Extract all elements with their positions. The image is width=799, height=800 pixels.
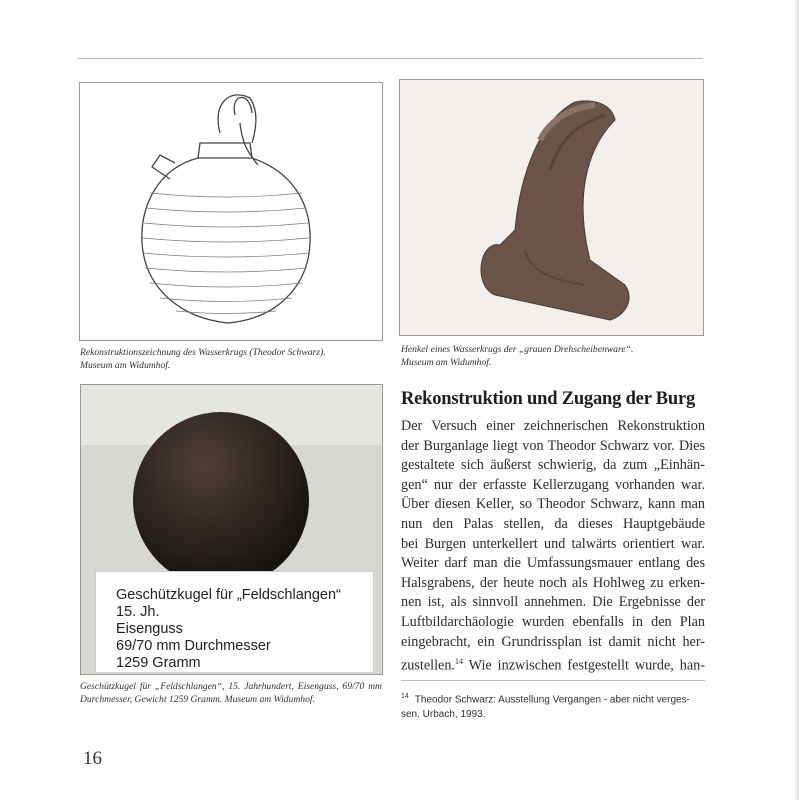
handle-caption-line1: Henkel eines Wasserkrugs der „grauen Drehscheibenware“. xyxy=(401,344,634,355)
jug-handle-photo xyxy=(400,80,703,335)
page-number: 16 xyxy=(83,748,102,769)
body-line: Der Versuch einer zeichnerischen Rekonstruktion xyxy=(401,418,705,434)
section-body xyxy=(401,417,705,672)
body-line: nen ist, als sinnvoll annehmen. Die Ergebnisse der xyxy=(401,594,705,611)
footnote-text: Theodor Schwarz: Ausstellung Vergangen - aber nicht verges- xyxy=(414,694,690,706)
label-line: 15. Jh. xyxy=(116,604,160,620)
handle-caption xyxy=(401,343,701,369)
jug-caption xyxy=(80,346,380,372)
label-line: 69/70 mm Durchmesser xyxy=(116,638,271,654)
body-line: gen“ nur der erfasste Kellerzugang vorhanden war. xyxy=(401,476,705,493)
label-line: Eisenguss xyxy=(116,621,183,637)
body-line: bei Burgen unterkellert und talwärts orientiert war. xyxy=(401,535,705,552)
jug-drawing-figure xyxy=(79,82,383,341)
body-line: nun den Palas stellen, da dieses Hauptgebäude xyxy=(401,515,705,532)
body-line-last xyxy=(401,652,705,672)
body-line: gestaltete sich äußerst schwierig, da zum „Einhän- xyxy=(401,457,705,474)
footnote-rule xyxy=(401,680,705,681)
footnote-text-continued: sen. Urbach, 1993. xyxy=(401,708,486,720)
footnote-reference[interactable]: 14 xyxy=(454,657,463,667)
footnote-number: 14 xyxy=(401,693,409,700)
body-line-start: zustellen. xyxy=(401,657,455,674)
body-line: der Burganlage liegt von Theodor Schwarz vor. Dies xyxy=(401,437,705,454)
body-line: Halsgrabens, der heute noch als Hohlweg zu erken- xyxy=(401,574,705,591)
handle-caption-line2: Museum am Widumhof. xyxy=(401,357,492,368)
jug-drawing xyxy=(80,83,382,340)
footnote xyxy=(401,690,705,722)
label-line: Geschützkugel für „Feldschlangen“ xyxy=(116,587,341,603)
jug-caption-line1: Rekonstruktionszeichnung des Wasserkrugs (Theodor Schwarz). xyxy=(80,347,326,358)
section-heading: Rekonstruktion und Zugang der Burg xyxy=(401,389,696,409)
cannonball-caption: Geschützkugel für „Feldschlangen“, 15. Jahrhundert, Eisenguss, 69/70 mm Durchmesser, Gewicht 1259 Gramm. Museum am Widumhof. xyxy=(80,681,382,705)
body-line: eingebracht, ein Grundrissplan ist damit nicht her- xyxy=(401,633,705,650)
label-line: 1259 Gramm xyxy=(116,655,201,671)
body-line: Luftbildarchäologie wurden ebenfalls in den Plan xyxy=(401,613,705,630)
body-line-tail: Wie inzwischen festgestellt wurde, han- xyxy=(462,657,705,674)
body-line: Über diesen Keller, so Theodor Schwarz, kann man xyxy=(401,496,705,513)
top-rule xyxy=(78,58,703,59)
body-line: Weiter darf man die Umfassungsmauer entlang des xyxy=(401,555,705,572)
cannonball-label-card xyxy=(95,571,374,673)
jug-caption-line2: Museum am Widumhof. xyxy=(80,360,171,371)
jug-handle-photo-figure xyxy=(399,79,704,336)
